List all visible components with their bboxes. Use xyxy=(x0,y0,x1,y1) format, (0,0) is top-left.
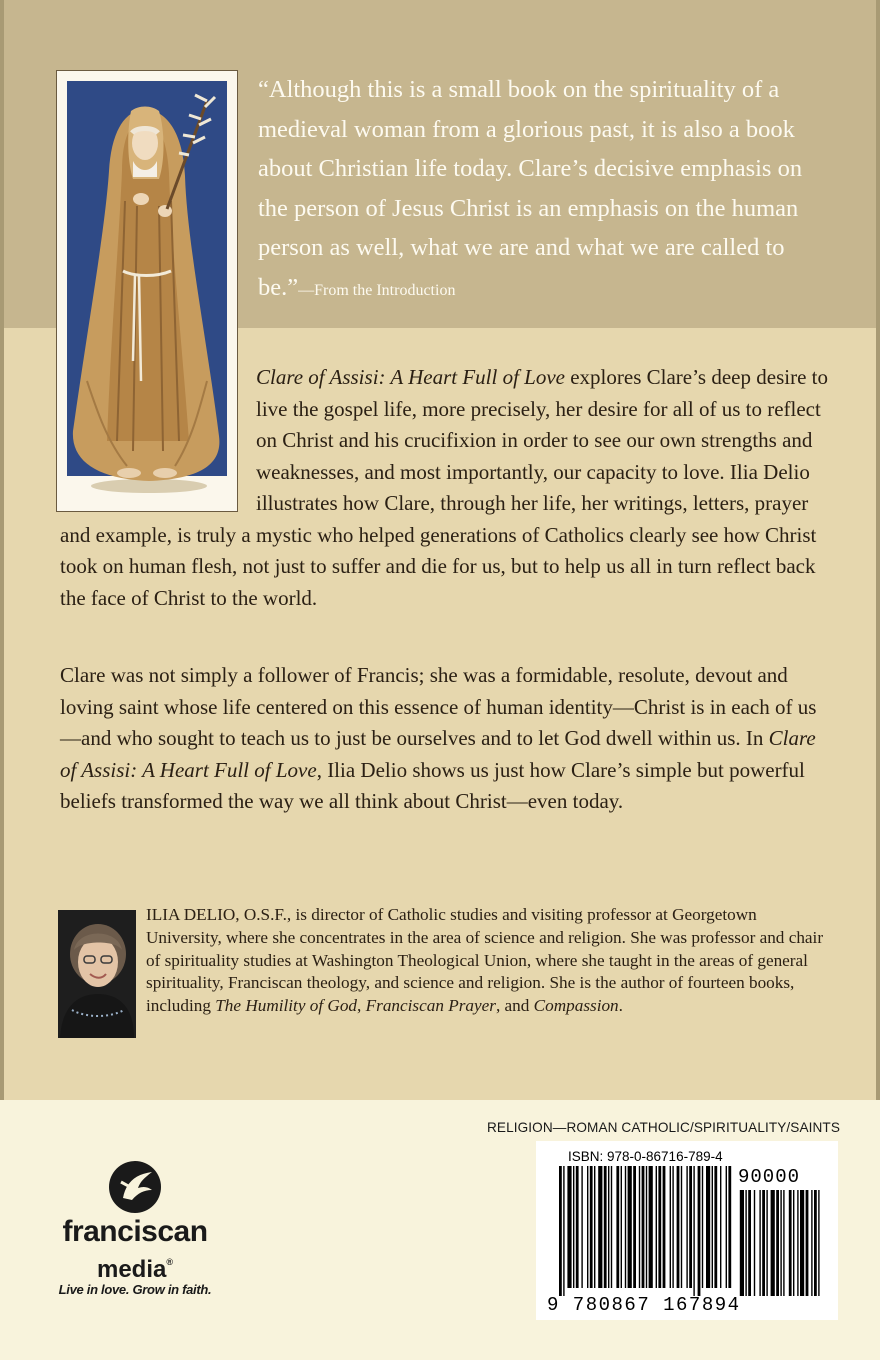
category-label: RELIGION—ROMAN CATHOLIC/SPIRITUALITY/SAINTS xyxy=(487,1120,841,1135)
barcode-bar xyxy=(728,1166,731,1288)
barcode-bar xyxy=(702,1166,703,1288)
barcode-bar xyxy=(611,1166,612,1288)
barcode-addon-bar xyxy=(783,1190,784,1296)
bio-book-2: Franciscan Prayer xyxy=(365,996,496,1016)
barcode-addon-bar xyxy=(800,1190,804,1296)
barcode-bar xyxy=(663,1166,666,1288)
barcode-addon-bar xyxy=(766,1190,767,1296)
bio-sep-2: , and xyxy=(495,996,534,1016)
barcode-bar xyxy=(587,1166,588,1288)
barcode-addon-bar xyxy=(814,1190,817,1296)
description-text-1: explores Clare’s deep desire to live the gospel life, more precisely, her desire for all of us to reflect on Christ and his crucifixion in order to see our own strengths and weaknesses, and most importantly, our capacity to love. Ilia Delio illustrates how Clare, through her life, her writings, letters, prayer and example, is truly a mystic who helped generations of Catholics clearly see how Christ took on human flesh, not just to suffer and die for us, but to help us all in turn reflect back the face of Christ to the world. xyxy=(60,365,828,610)
barcode-addon-bar xyxy=(748,1190,751,1296)
publisher-logo-icon xyxy=(108,1160,162,1214)
barcode-bar xyxy=(608,1166,609,1288)
barcode-addon-bar xyxy=(762,1190,765,1296)
barcode-bar xyxy=(670,1166,671,1288)
quote-attribution: —From the Introduction xyxy=(298,281,456,299)
barcode-bar xyxy=(712,1166,713,1288)
publisher-media-word: media xyxy=(96,1256,167,1283)
barcode-bar xyxy=(681,1166,682,1288)
description-text-2b: , Ilia Delio shows us just how Clare’s simple but powerful beliefs transformed the way we all think about Christ—even today. xyxy=(60,757,805,813)
isbn-digits: 9 780867 167894 xyxy=(547,1294,741,1316)
barcode-bar xyxy=(714,1166,717,1288)
barcode-bar xyxy=(633,1166,636,1288)
barcode-bar xyxy=(642,1166,645,1288)
cover-quote xyxy=(258,70,824,310)
bio-sep-1: , xyxy=(357,996,366,1016)
barcode-addon-bar xyxy=(740,1190,744,1296)
publisher-name: franciscan xyxy=(62,1215,208,1248)
barcode-addon-bar xyxy=(776,1190,779,1296)
barcode-bar xyxy=(677,1166,680,1288)
barcode-bar xyxy=(625,1166,626,1288)
isbn-barcode xyxy=(545,1166,821,1296)
barcode-bar xyxy=(563,1166,564,1296)
cover-right-edge xyxy=(876,0,880,1100)
barcode-addon-bar xyxy=(759,1190,760,1296)
book-title-italic: Clare of Assisi: A Heart Full of Love xyxy=(256,365,565,389)
barcode-bar xyxy=(658,1166,661,1288)
description-paragraph-1 xyxy=(60,362,835,614)
barcode-addon-bar xyxy=(811,1190,812,1296)
bio-book-3: Compassion xyxy=(533,996,619,1016)
barcode-addon-bar xyxy=(818,1190,819,1296)
barcode-bar xyxy=(590,1166,593,1288)
publisher-name-media xyxy=(52,1248,218,1284)
barcode-bar xyxy=(656,1166,657,1288)
description-text-2a: Clare was not simply a follower of Francis; she was a formidable, resolute, devout and loving saint whose life centered on this essence of human identity—Christ is in each of us—and who sought to teach us to just be ourselves and to let God dwell within us. In xyxy=(60,663,817,750)
barcode-bar xyxy=(726,1166,727,1288)
isbn-label: ISBN: 978-0-86716-789-4 xyxy=(568,1149,723,1164)
barcode-bar xyxy=(616,1166,619,1288)
barcode-bar xyxy=(646,1166,647,1288)
book-title-italic-2: Clare of Assisi: A Heart Full of Love xyxy=(60,726,816,782)
barcode-bar xyxy=(639,1166,640,1288)
barcode-bar xyxy=(720,1166,721,1288)
barcode-addon-bar xyxy=(754,1190,755,1296)
price-code: 90000 xyxy=(738,1166,801,1188)
barcode-bar xyxy=(604,1166,607,1288)
registered-mark: ® xyxy=(166,1257,173,1267)
barcode-addon-bar xyxy=(797,1190,798,1296)
barcode-bar xyxy=(628,1166,632,1288)
barcode-bar xyxy=(573,1166,574,1288)
barcode-addon-bar xyxy=(780,1190,781,1296)
barcode-bar xyxy=(594,1166,595,1288)
barcode-bar xyxy=(559,1166,562,1296)
barcode-bar xyxy=(649,1166,653,1288)
barcode-bar xyxy=(706,1166,710,1288)
barcode-addon-bar xyxy=(793,1190,794,1296)
cover-left-edge xyxy=(0,0,4,1100)
barcode-bar xyxy=(686,1166,687,1288)
description-paragraph-2 xyxy=(60,660,835,818)
bio-text: ILIA DELIO, O.S.F., is director of Catholic studies and visiting professor at Georgetown University, where she concentrates in the area of science and religion. She was professor and chair of spirituality studies at Washington Theological Union, where she taught in the areas of general spirituality, Franciscan theology, and science and religion. She is the author of fourteen books, including xyxy=(146,905,824,1016)
barcode-addon-bar xyxy=(745,1190,746,1296)
barcode-bar xyxy=(672,1166,673,1288)
barcode-addon-bar xyxy=(771,1190,775,1296)
author-photo xyxy=(58,910,136,1038)
author-portrait-illustration xyxy=(58,910,136,1038)
barcode-addon-bar xyxy=(789,1190,792,1296)
barcode-bar xyxy=(689,1166,692,1288)
publisher-tagline: Live in love. Grow in faith. xyxy=(58,1282,212,1297)
portrait-wrap-spacer xyxy=(60,362,256,516)
barcode-bar xyxy=(576,1166,579,1288)
barcode-bar xyxy=(581,1166,582,1288)
bio-end: . xyxy=(618,996,623,1016)
barcode-bar xyxy=(598,1166,602,1288)
quote-text: “Although this is a small book on the spirituality of a medieval woman from a glorious past, it is also a book about Christian life today. Clare’s decisive emphasis on the person of Jesus Christ is an emphasis on the human person as well, what we are and what we are called to be.” xyxy=(258,76,803,301)
barcode-bar xyxy=(693,1166,694,1296)
barcode-bar xyxy=(567,1166,571,1288)
barcode-bar xyxy=(698,1166,701,1296)
barcode-bar xyxy=(621,1166,622,1288)
barcode-addon-bar xyxy=(806,1190,809,1296)
bio-book-1: The Humility of God xyxy=(215,996,358,1016)
author-bio xyxy=(146,904,836,1018)
